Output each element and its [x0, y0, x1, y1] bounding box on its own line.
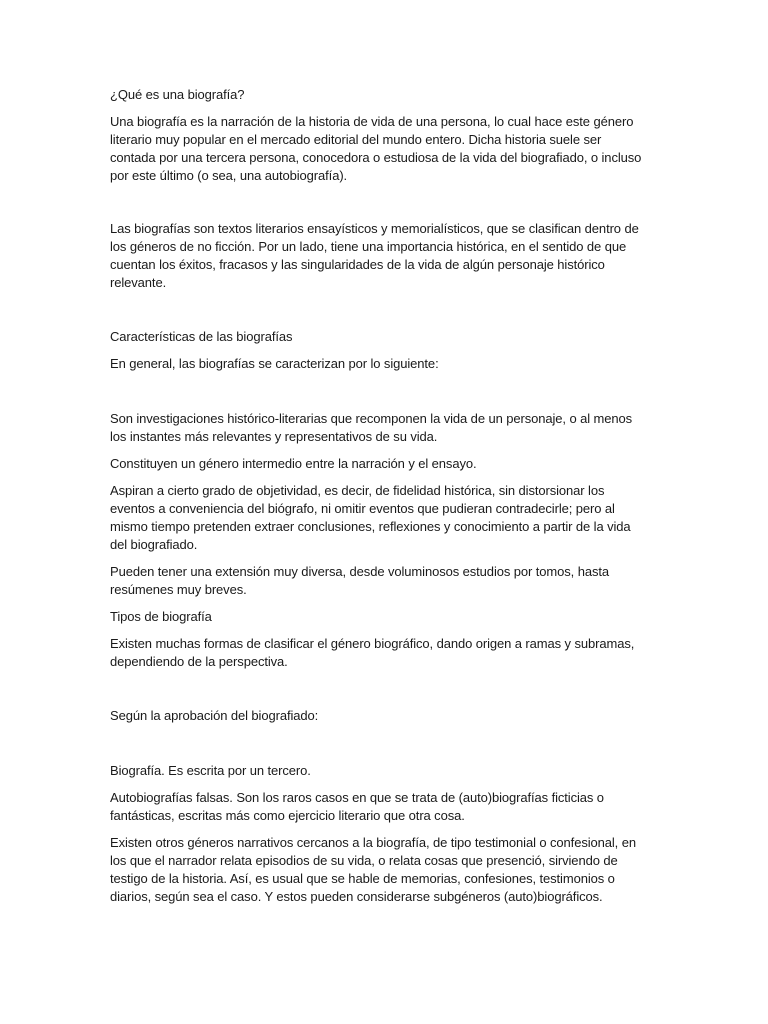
heading-que-es-biografia: ¿Qué es una biografía? — [110, 87, 245, 102]
paragraph-otros-generos: Existen otros géneros narrativos cercanos a la biografía, de tipo testimonial o confesional, en los que el narrador relata episodios de su vida, o relata cosas que presenció, sirviendo de testigo de la historia. Así, es usual que se hable de memorias, confesiones, testimonios o diarios, según sea el caso. Y estos pueden considerarse subgéneros (auto)biográficos. — [110, 835, 636, 904]
paragraph-clasificar: Existen muchas formas de clasificar el género biográfico, dando origen a ramas y subramas, dependiendo de la perspectiva. — [110, 636, 635, 669]
paragraph-autobiografias-falsas: Autobiografías falsas. Son los raros casos en que se trata de (auto)biografías ficticias o fantásticas, escritas más como ejercicio literario que otra cosa. — [110, 790, 604, 823]
paragraph-segun-aprobacion: Según la aprobación del biografiado: — [110, 708, 319, 723]
paragraph-objetividad: Aspiran a cierto grado de objetividad, es decir, de fidelidad histórica, sin distorsionar los eventos a conveniencia del biógrafo, ni omitir eventos que pudieran contradecirle; pero al mismo tiempo pretenden extraer conclusiones, reflexiones y conocimiento a partir de la vida del biografiado. — [110, 483, 631, 552]
paragraph-extension: Pueden tener una extensión muy diversa, desde voluminosos estudios por tomos, hasta resúmenes muy breves. — [110, 564, 609, 597]
paragraph-genero-intermedio: Constituyen un género intermedio entre la narración y el ensayo. — [110, 456, 477, 471]
paragraph-investigaciones: Son investigaciones histórico-literarias que recomponen la vida de un personaje, o al menos los instantes más relevantes y representativos de su vida. — [110, 411, 633, 444]
paragraph-definition: Una biografía es la narración de la historia de vida de una persona, lo cual hace este género literario muy popular en el mercado editorial del mundo entero. Dicha historia suele ser contada por una tercera persona, conocedora o estudiosa de la vida del biografiado, o incluso por este último (o sea, una autobiografía). — [110, 114, 642, 183]
heading-tipos-biografia: Tipos de biografía — [110, 609, 212, 624]
heading-caracteristicas: Características de las biografías — [110, 329, 293, 344]
paragraph-en-general: En general, las biografías se caracterizan por lo siguiente: — [110, 356, 439, 371]
paragraph-literary-texts: Las biografías son textos literarios ensayísticos y memorialísticos, que se clasifican dentro de los géneros de no ficción. Por un lado, tiene una importancia histórica, en el sentido de que cuentan los éxitos, fracasos y las singularidades de la vida de algún personaje histórico relevante. — [110, 221, 639, 290]
paragraph-biografia-tercero: Biografía. Es escrita por un tercero. — [110, 763, 311, 778]
